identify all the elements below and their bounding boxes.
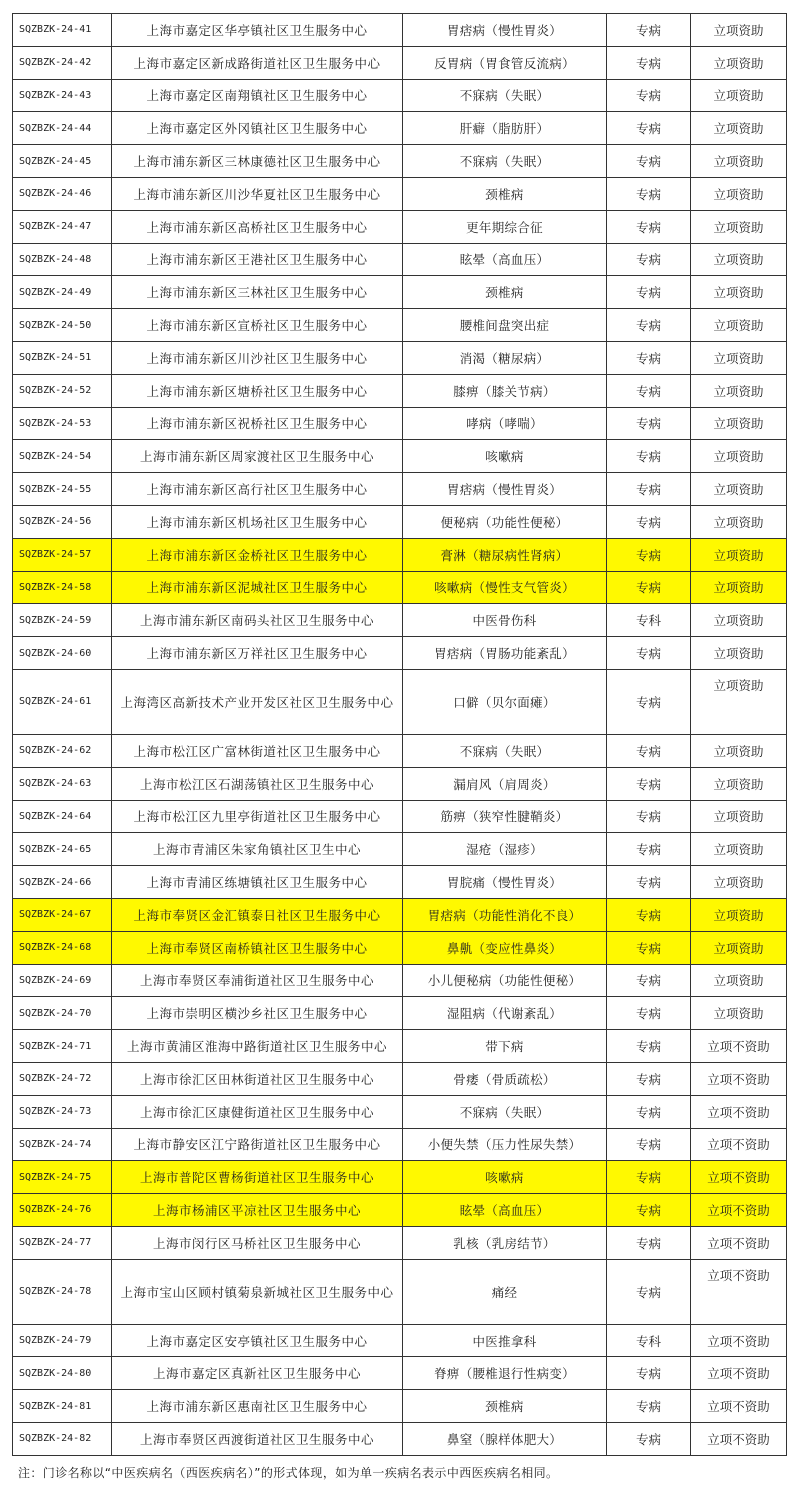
category-cell: 专病: [607, 1030, 691, 1063]
table-row: [13, 1390, 787, 1423]
funding-status-cell: 立项不资助: [691, 1194, 787, 1227]
category-cell: 专病: [607, 374, 691, 407]
funding-status-cell: 立项资助: [691, 767, 787, 800]
institution-cell: 上海市浦东新区南码头社区卫生服务中心: [112, 604, 403, 637]
footnote: 注：门诊名称以“中医疾病名（西医疾病名）”的形式体现，如为单一疾病名表示中西医疾病名相同。: [18, 1466, 559, 1480]
institution-cell: 上海市松江区广富林街道社区卫生服务中心: [112, 734, 403, 767]
project-code-cell: SQZBZK-24-53: [13, 407, 112, 440]
institution-cell: 上海市浦东新区泥城社区卫生服务中心: [112, 571, 403, 604]
clinic-name-cell: 不寐病（失眠）: [403, 79, 607, 112]
project-code-cell: SQZBZK-24-77: [13, 1226, 112, 1259]
category-cell: 专病: [607, 276, 691, 309]
table-row: [13, 997, 787, 1030]
project-code-cell: SQZBZK-24-74: [13, 1128, 112, 1161]
project-code-cell: SQZBZK-24-72: [13, 1062, 112, 1095]
category-cell: 专病: [607, 1259, 691, 1324]
table-row: [13, 112, 787, 145]
clinic-name-cell: 乳核（乳房结节）: [403, 1226, 607, 1259]
table-row: [13, 1095, 787, 1128]
category-cell: 专病: [607, 931, 691, 964]
funding-status-cell: 立项资助: [691, 243, 787, 276]
funding-status-cell: 立项资助: [691, 46, 787, 79]
funding-status-cell: 立项资助: [691, 931, 787, 964]
clinic-name-cell: 漏肩风（肩周炎）: [403, 767, 607, 800]
table-row: [13, 440, 787, 473]
funding-status-cell: 立项不资助: [691, 1423, 787, 1456]
funding-status-cell: 立项不资助: [691, 1128, 787, 1161]
table-row: [13, 931, 787, 964]
table-row: [13, 1161, 787, 1194]
table-row: [13, 309, 787, 342]
institution-cell: 上海市宝山区顾村镇菊泉新城社区卫生服务中心: [112, 1259, 403, 1324]
project-code-cell: SQZBZK-24-61: [13, 669, 112, 734]
table-row: [13, 79, 787, 112]
project-code-cell: SQZBZK-24-57: [13, 538, 112, 571]
clinic-name-cell: 腰椎间盘突出症: [403, 309, 607, 342]
institution-cell: 上海市松江区九里亭街道社区卫生服务中心: [112, 800, 403, 833]
category-cell: 专病: [607, 407, 691, 440]
funding-status-cell: 立项资助: [691, 866, 787, 899]
funding-status-cell: 立项不资助: [691, 1226, 787, 1259]
project-code-cell: SQZBZK-24-42: [13, 46, 112, 79]
category-cell: 专病: [607, 734, 691, 767]
clinic-name-cell: 胃痞病（胃肠功能紊乱）: [403, 637, 607, 670]
funding-status-cell: 立项资助: [691, 800, 787, 833]
table-row: [13, 276, 787, 309]
category-cell: 专病: [607, 866, 691, 899]
clinic-name-cell: 反胃病（胃食管反流病）: [403, 46, 607, 79]
clinic-name-cell: 颈椎病: [403, 276, 607, 309]
table-body: [13, 14, 787, 1456]
project-list-table: [12, 13, 787, 1456]
institution-cell: 上海市浦东新区宣桥社区卫生服务中心: [112, 309, 403, 342]
clinic-name-cell: 不寐病（失眠）: [403, 145, 607, 178]
clinic-name-cell: 消渴（糖尿病）: [403, 341, 607, 374]
funding-status-cell: 立项资助: [691, 997, 787, 1030]
institution-cell: 上海市嘉定区华亭镇社区卫生服务中心: [112, 14, 403, 47]
clinic-name-cell: 膝痹（膝关节病）: [403, 374, 607, 407]
table-row: [13, 898, 787, 931]
project-code-cell: SQZBZK-24-46: [13, 177, 112, 210]
clinic-name-cell: 胃痞病（慢性胃炎）: [403, 14, 607, 47]
table-row: [13, 1423, 787, 1456]
category-cell: 专病: [607, 79, 691, 112]
category-cell: 专病: [607, 1226, 691, 1259]
project-code-cell: SQZBZK-24-76: [13, 1194, 112, 1227]
clinic-name-cell: 骨痿（骨质疏松）: [403, 1062, 607, 1095]
table-row: [13, 46, 787, 79]
category-cell: 专病: [607, 473, 691, 506]
funding-status-cell: 立项资助: [691, 276, 787, 309]
table-row: [13, 767, 787, 800]
project-code-cell: SQZBZK-24-63: [13, 767, 112, 800]
category-cell: 专病: [607, 243, 691, 276]
category-cell: 专病: [607, 767, 691, 800]
funding-status-cell: 立项资助: [691, 407, 787, 440]
funding-status-cell: 立项资助: [691, 669, 787, 734]
table-row: [13, 374, 787, 407]
category-cell: 专病: [607, 145, 691, 178]
institution-cell: 上海市浦东新区川沙社区卫生服务中心: [112, 341, 403, 374]
institution-cell: 上海市奉贤区奉浦街道社区卫生服务中心: [112, 964, 403, 997]
table-row: [13, 407, 787, 440]
category-cell: 专病: [607, 800, 691, 833]
funding-status-cell: 立项资助: [691, 505, 787, 538]
funding-status-cell: 立项不资助: [691, 1062, 787, 1095]
institution-cell: 上海市杨浦区平凉社区卫生服务中心: [112, 1194, 403, 1227]
funding-status-cell: 立项资助: [691, 79, 787, 112]
project-code-cell: SQZBZK-24-66: [13, 866, 112, 899]
funding-status-cell: 立项资助: [691, 833, 787, 866]
category-cell: 专病: [607, 177, 691, 210]
clinic-name-cell: 湿疮（湿疹）: [403, 833, 607, 866]
institution-cell: 上海市普陀区曹杨街道社区卫生服务中心: [112, 1161, 403, 1194]
clinic-name-cell: 颈椎病: [403, 177, 607, 210]
funding-status-cell: 立项资助: [691, 538, 787, 571]
category-cell: 专科: [607, 604, 691, 637]
funding-status-cell: 立项资助: [691, 898, 787, 931]
clinic-name-cell: 中医推拿科: [403, 1324, 607, 1357]
project-code-cell: SQZBZK-24-43: [13, 79, 112, 112]
institution-cell: 上海市浦东新区三林社区卫生服务中心: [112, 276, 403, 309]
project-code-cell: SQZBZK-24-51: [13, 341, 112, 374]
institution-cell: 上海市浦东新区万祥社区卫生服务中心: [112, 637, 403, 670]
funding-status-cell: 立项不资助: [691, 1161, 787, 1194]
clinic-name-cell: 筋痹（狭窄性腱鞘炎）: [403, 800, 607, 833]
table-row: [13, 1062, 787, 1095]
table-row: [13, 833, 787, 866]
institution-cell: 上海市浦东新区川沙华夏社区卫生服务中心: [112, 177, 403, 210]
institution-cell: 上海市崇明区横沙乡社区卫生服务中心: [112, 997, 403, 1030]
clinic-name-cell: 小便失禁（压力性尿失禁）: [403, 1128, 607, 1161]
project-code-cell: SQZBZK-24-67: [13, 898, 112, 931]
clinic-name-cell: 咳嗽病: [403, 440, 607, 473]
funding-status-cell: 立项资助: [691, 112, 787, 145]
institution-cell: 上海市浦东新区金桥社区卫生服务中心: [112, 538, 403, 571]
funding-status-cell: 立项资助: [691, 571, 787, 604]
clinic-name-cell: 眩晕（高血压）: [403, 1194, 607, 1227]
project-code-cell: SQZBZK-24-45: [13, 145, 112, 178]
table-row: [13, 866, 787, 899]
clinic-name-cell: 脊痹（腰椎退行性病变）: [403, 1357, 607, 1390]
table-row: [13, 145, 787, 178]
institution-cell: 上海市嘉定区外冈镇社区卫生服务中心: [112, 112, 403, 145]
institution-cell: 上海市浦东新区高桥社区卫生服务中心: [112, 210, 403, 243]
category-cell: 专病: [607, 1062, 691, 1095]
category-cell: 专病: [607, 997, 691, 1030]
institution-cell: 上海市浦东新区惠南社区卫生服务中心: [112, 1390, 403, 1423]
clinic-name-cell: 痛经: [403, 1259, 607, 1324]
project-code-cell: SQZBZK-24-47: [13, 210, 112, 243]
funding-status-cell: 立项不资助: [691, 1390, 787, 1423]
funding-status-cell: 立项资助: [691, 440, 787, 473]
table-row: [13, 734, 787, 767]
clinic-name-cell: 颈椎病: [403, 1390, 607, 1423]
institution-cell: 上海市浦东新区高行社区卫生服务中心: [112, 473, 403, 506]
institution-cell: 上海市闵行区马桥社区卫生服务中心: [112, 1226, 403, 1259]
category-cell: 专病: [607, 210, 691, 243]
category-cell: 专病: [607, 833, 691, 866]
institution-cell: 上海市徐汇区田林街道社区卫生服务中心: [112, 1062, 403, 1095]
category-cell: 专病: [607, 14, 691, 47]
table-row: [13, 637, 787, 670]
category-cell: 专病: [607, 1423, 691, 1456]
clinic-name-cell: 不寐病（失眠）: [403, 1095, 607, 1128]
institution-cell: 上海市嘉定区南翔镇社区卫生服务中心: [112, 79, 403, 112]
category-cell: 专病: [607, 1357, 691, 1390]
clinic-name-cell: 胃痞病（功能性消化不良）: [403, 898, 607, 931]
table-row: [13, 177, 787, 210]
project-code-cell: SQZBZK-24-70: [13, 997, 112, 1030]
project-code-cell: SQZBZK-24-71: [13, 1030, 112, 1063]
funding-status-cell: 立项资助: [691, 604, 787, 637]
funding-status-cell: 立项资助: [691, 14, 787, 47]
clinic-name-cell: 鼻鼽（变应性鼻炎）: [403, 931, 607, 964]
institution-cell: 上海市奉贤区金汇镇泰日社区卫生服务中心: [112, 898, 403, 931]
table-row: [13, 571, 787, 604]
project-code-cell: SQZBZK-24-44: [13, 112, 112, 145]
institution-cell: 上海市浦东新区塘桥社区卫生服务中心: [112, 374, 403, 407]
institution-cell: 上海市青浦区练塘镇社区卫生服务中心: [112, 866, 403, 899]
table-row: [13, 964, 787, 997]
project-code-cell: SQZBZK-24-58: [13, 571, 112, 604]
funding-status-cell: 立项资助: [691, 473, 787, 506]
table-row: [13, 1030, 787, 1063]
project-code-cell: SQZBZK-24-82: [13, 1423, 112, 1456]
funding-status-cell: 立项资助: [691, 734, 787, 767]
table-row: [13, 14, 787, 47]
table-row: [13, 538, 787, 571]
category-cell: 专病: [607, 1095, 691, 1128]
table-row: [13, 1259, 787, 1324]
project-code-cell: SQZBZK-24-59: [13, 604, 112, 637]
project-code-cell: SQZBZK-24-75: [13, 1161, 112, 1194]
project-code-cell: SQZBZK-24-50: [13, 309, 112, 342]
category-cell: 专病: [607, 571, 691, 604]
project-code-cell: SQZBZK-24-56: [13, 505, 112, 538]
funding-status-cell: 立项不资助: [691, 1259, 787, 1324]
category-cell: 专科: [607, 1324, 691, 1357]
clinic-name-cell: 带下病: [403, 1030, 607, 1063]
clinic-name-cell: 肝癖（脂肪肝）: [403, 112, 607, 145]
project-code-cell: SQZBZK-24-68: [13, 931, 112, 964]
table-row: [13, 1324, 787, 1357]
table-row: [13, 604, 787, 637]
category-cell: 专病: [607, 505, 691, 538]
project-code-cell: SQZBZK-24-49: [13, 276, 112, 309]
institution-cell: 上海市浦东新区三林康德社区卫生服务中心: [112, 145, 403, 178]
table-row: [13, 1357, 787, 1390]
table-row: [13, 1128, 787, 1161]
category-cell: 专病: [607, 440, 691, 473]
project-code-cell: SQZBZK-24-65: [13, 833, 112, 866]
institution-cell: 上海市奉贤区南桥镇社区卫生服务中心: [112, 931, 403, 964]
funding-status-cell: 立项不资助: [691, 1095, 787, 1128]
funding-status-cell: 立项资助: [691, 374, 787, 407]
institution-cell: 上海市奉贤区西渡街道社区卫生服务中心: [112, 1423, 403, 1456]
category-cell: 专病: [607, 637, 691, 670]
funding-status-cell: 立项资助: [691, 145, 787, 178]
funding-status-cell: 立项不资助: [691, 1324, 787, 1357]
institution-cell: 上海市嘉定区新成路街道社区卫生服务中心: [112, 46, 403, 79]
institution-cell: 上海市青浦区朱家角镇社区卫生中心: [112, 833, 403, 866]
institution-cell: 上海市松江区石湖荡镇社区卫生服务中心: [112, 767, 403, 800]
table-row: [13, 669, 787, 734]
table-row: [13, 210, 787, 243]
funding-status-cell: 立项不资助: [691, 1030, 787, 1063]
clinic-name-cell: 膏淋（糖尿病性肾病）: [403, 538, 607, 571]
funding-status-cell: 立项资助: [691, 341, 787, 374]
project-code-cell: SQZBZK-24-52: [13, 374, 112, 407]
project-code-cell: SQZBZK-24-54: [13, 440, 112, 473]
clinic-name-cell: 小儿便秘病（功能性便秘）: [403, 964, 607, 997]
category-cell: 专病: [607, 341, 691, 374]
institution-cell: 上海市浦东新区周家渡社区卫生服务中心: [112, 440, 403, 473]
clinic-name-cell: 中医骨伤科: [403, 604, 607, 637]
category-cell: 专病: [607, 112, 691, 145]
institution-cell: 上海市静安区江宁路街道社区卫生服务中心: [112, 1128, 403, 1161]
institution-cell: 上海湾区高新技术产业开发区社区卫生服务中心: [112, 669, 403, 734]
institution-cell: 上海市嘉定区真新社区卫生服务中心: [112, 1357, 403, 1390]
project-code-cell: SQZBZK-24-78: [13, 1259, 112, 1324]
project-code-cell: SQZBZK-24-48: [13, 243, 112, 276]
project-code-cell: SQZBZK-24-79: [13, 1324, 112, 1357]
project-code-cell: SQZBZK-24-62: [13, 734, 112, 767]
project-code-cell: SQZBZK-24-55: [13, 473, 112, 506]
funding-status-cell: 立项资助: [691, 637, 787, 670]
institution-cell: 上海市浦东新区机场社区卫生服务中心: [112, 505, 403, 538]
funding-status-cell: 立项资助: [691, 309, 787, 342]
table-row: [13, 243, 787, 276]
category-cell: 专病: [607, 898, 691, 931]
clinic-name-cell: 胃脘痛（慢性胃炎）: [403, 866, 607, 899]
clinic-name-cell: 胃痞病（慢性胃炎）: [403, 473, 607, 506]
institution-cell: 上海市嘉定区安亭镇社区卫生服务中心: [112, 1324, 403, 1357]
clinic-name-cell: 咳嗽病: [403, 1161, 607, 1194]
clinic-name-cell: 鼻窒（腺样体肥大）: [403, 1423, 607, 1456]
table-row: [13, 341, 787, 374]
institution-cell: 上海市徐汇区康健街道社区卫生服务中心: [112, 1095, 403, 1128]
funding-status-cell: 立项资助: [691, 964, 787, 997]
project-code-cell: SQZBZK-24-81: [13, 1390, 112, 1423]
funding-status-cell: 立项资助: [691, 210, 787, 243]
category-cell: 专病: [607, 1194, 691, 1227]
category-cell: 专病: [607, 1161, 691, 1194]
table-row: [13, 1226, 787, 1259]
institution-cell: 上海市浦东新区祝桥社区卫生服务中心: [112, 407, 403, 440]
project-code-cell: SQZBZK-24-64: [13, 800, 112, 833]
clinic-name-cell: 口僻（贝尔面瘫）: [403, 669, 607, 734]
clinic-name-cell: 湿阻病（代谢紊乱）: [403, 997, 607, 1030]
table-row: [13, 505, 787, 538]
table-row: [13, 473, 787, 506]
project-code-cell: SQZBZK-24-41: [13, 14, 112, 47]
institution-cell: 上海市黄浦区淮海中路街道社区卫生服务中心: [112, 1030, 403, 1063]
clinic-name-cell: 更年期综合征: [403, 210, 607, 243]
clinic-name-cell: 不寐病（失眠）: [403, 734, 607, 767]
project-code-cell: SQZBZK-24-80: [13, 1357, 112, 1390]
category-cell: 专病: [607, 964, 691, 997]
category-cell: 专病: [607, 46, 691, 79]
category-cell: 专病: [607, 538, 691, 571]
category-cell: 专病: [607, 1390, 691, 1423]
table-row: [13, 1194, 787, 1227]
clinic-name-cell: 眩晕（高血压）: [403, 243, 607, 276]
project-code-cell: SQZBZK-24-60: [13, 637, 112, 670]
clinic-name-cell: 便秘病（功能性便秘）: [403, 505, 607, 538]
category-cell: 专病: [607, 669, 691, 734]
funding-status-cell: 立项不资助: [691, 1357, 787, 1390]
category-cell: 专病: [607, 1128, 691, 1161]
category-cell: 专病: [607, 309, 691, 342]
table-row: [13, 800, 787, 833]
clinic-name-cell: 咳嗽病（慢性支气管炎）: [403, 571, 607, 604]
funding-status-cell: 立项资助: [691, 177, 787, 210]
project-code-cell: SQZBZK-24-69: [13, 964, 112, 997]
institution-cell: 上海市浦东新区王港社区卫生服务中心: [112, 243, 403, 276]
project-code-cell: SQZBZK-24-73: [13, 1095, 112, 1128]
clinic-name-cell: 哮病（哮喘）: [403, 407, 607, 440]
